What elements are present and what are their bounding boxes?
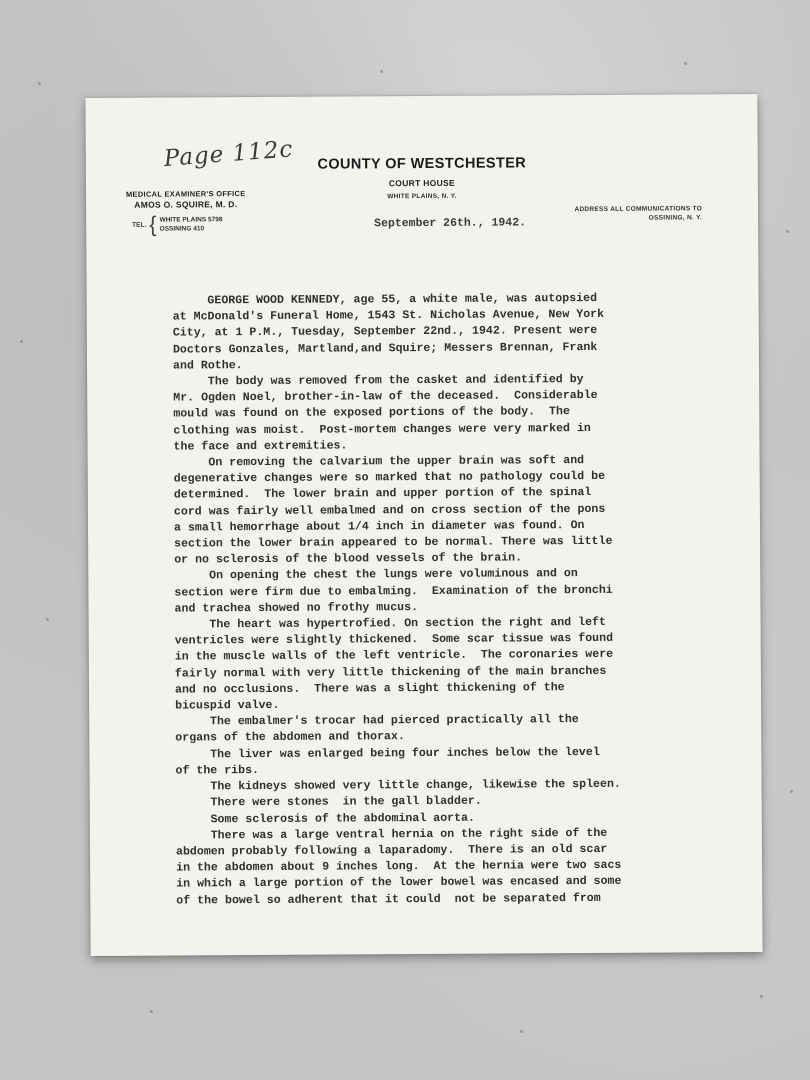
speck	[790, 790, 793, 793]
report-text-line: or no sclerosis of the blood vessels of the brain.	[174, 551, 523, 567]
letterhead-subtitle: COURT HOUSE	[388, 177, 455, 189]
speck	[150, 1010, 153, 1013]
letter-date: September 26th., 1942.	[374, 216, 527, 231]
report-text-line: organs of the abdomen and thorax.	[175, 730, 405, 746]
report-text-line: On removing the calvarium the upper brain was soft and	[173, 454, 585, 470]
report-text-line: a small hemorrhage about 1/4 inch in diameter was found. On	[173, 518, 585, 535]
report-text-line: The kidneys showed very little change, likewise the spleen.	[175, 777, 621, 794]
letterhead-title: COUNTY OF WESTCHESTER	[317, 155, 527, 173]
report-text-line: fairly normal with very little thickening of the main branches	[174, 664, 607, 681]
report-text-line: and no occlusions. There was a slight thickening of the	[174, 681, 565, 697]
office-line: MEDICAL EXAMINER'S OFFICE	[125, 189, 246, 199]
report-text-line: and trachea showed no frothy mucus.	[174, 600, 419, 616]
report-text-line: of the ribs.	[175, 763, 260, 778]
address-line: ADDRESS ALL COMMUNICATIONS TO	[574, 205, 703, 214]
telephone-block	[132, 213, 222, 236]
report-text-line: bicuspid valve.	[175, 698, 280, 713]
report-text-line: On opening the chest the lungs were voluminous and on	[174, 567, 578, 583]
report-text-line: at McDonald's Funeral Home, 1543 St. Nicholas Avenue, New York	[172, 308, 605, 324]
autopsy-report-body	[173, 290, 717, 909]
report-text-line: abdomen probably following a laparadomy. There is an old scar	[175, 842, 608, 859]
tel-white-plains: WHITE PLAINS 5798	[159, 216, 223, 224]
medical-examiner-office	[126, 189, 246, 210]
report-text-line: City, at 1 P.M., Tuesday, September 22nd., 1942. Present were	[172, 324, 598, 340]
speck	[38, 82, 41, 85]
report-text-line: The heart was hypertrofied. On section the right and left	[174, 615, 606, 632]
speck	[380, 70, 383, 73]
address-block	[574, 204, 702, 223]
report-text-line: in the muscle walls of the left ventricle. The coronaries were	[174, 648, 614, 664]
report-text-line: GEORGE WOOD KENNEDY, age 55, a white male, was autopsied	[172, 291, 598, 308]
letterhead-location: WHITE PLAINS, N. Y.	[387, 192, 457, 201]
report-text-line: The liver was enlarged being four inches below the level	[175, 745, 600, 762]
handwritten-page-note: Page 112c	[162, 136, 295, 173]
report-text-line: The embalmer's trocar had pierced practically all the	[175, 713, 579, 729]
document-page	[85, 94, 762, 956]
report-text-line: There were stones in the gall bladder.	[175, 794, 482, 810]
report-text-line: cord was fairly well embalmed and on cross section of the pons	[173, 502, 606, 519]
report-text-line: clothing was moist. Post-mortem changes were very marked in	[173, 421, 591, 438]
report-text-line: Some sclerosis of the abdominal aorta.	[175, 811, 476, 827]
report-text-line: The body was removed from the casket and identified by	[173, 373, 584, 389]
report-text-line: mould was found on the exposed portions of the body. The	[173, 405, 570, 421]
speck	[520, 1030, 523, 1033]
tel-numbers	[160, 215, 223, 233]
report-text-line: of the bowel so adherent that it could not be separated from	[176, 891, 601, 908]
examiner-name: AMOS O. SQUIRE, M. D.	[134, 199, 238, 210]
report-text-line: Doctors Gonzales, Martland,and Squire; Messers Brennan, Frank	[172, 340, 598, 357]
report-text-line: Mr. Ogden Noel, brother-in-law of the deceased. Considerable	[173, 389, 598, 405]
report-text-line: There was a large ventral hernia on the right side of the	[175, 826, 608, 843]
report-text-line: section were firm due to embalming. Examination of the bronchi	[174, 583, 613, 600]
speck	[760, 995, 763, 998]
report-text-line: the face and extremities.	[173, 439, 348, 454]
report-text-line: determined. The lower brain and upper portion of the spinal	[173, 486, 592, 502]
speck	[786, 230, 789, 233]
tel-ossining: OSSINING 410	[159, 225, 205, 233]
brace-icon: {	[149, 211, 157, 237]
speck	[20, 340, 23, 343]
speck	[46, 618, 49, 621]
report-text-line: ventricles were slightly thickened. Some scar tissue was found	[174, 632, 614, 648]
report-text-line: degenerative changes were so marked that no pathology could be	[173, 470, 606, 486]
address-city: OSSINING, N. Y.	[648, 214, 703, 222]
report-text-line: and Rothe.	[172, 358, 243, 373]
speck	[684, 62, 687, 65]
tel-label: TEL.	[132, 221, 147, 229]
report-text-line: section the lower brain appeared to be normal. There was little	[174, 534, 613, 551]
report-text-line: in which a large portion of the lower bowel was encased and some	[176, 875, 622, 891]
report-text-line: in the abdomen about 9 inches long. At the hernia were two sacs	[176, 858, 622, 875]
